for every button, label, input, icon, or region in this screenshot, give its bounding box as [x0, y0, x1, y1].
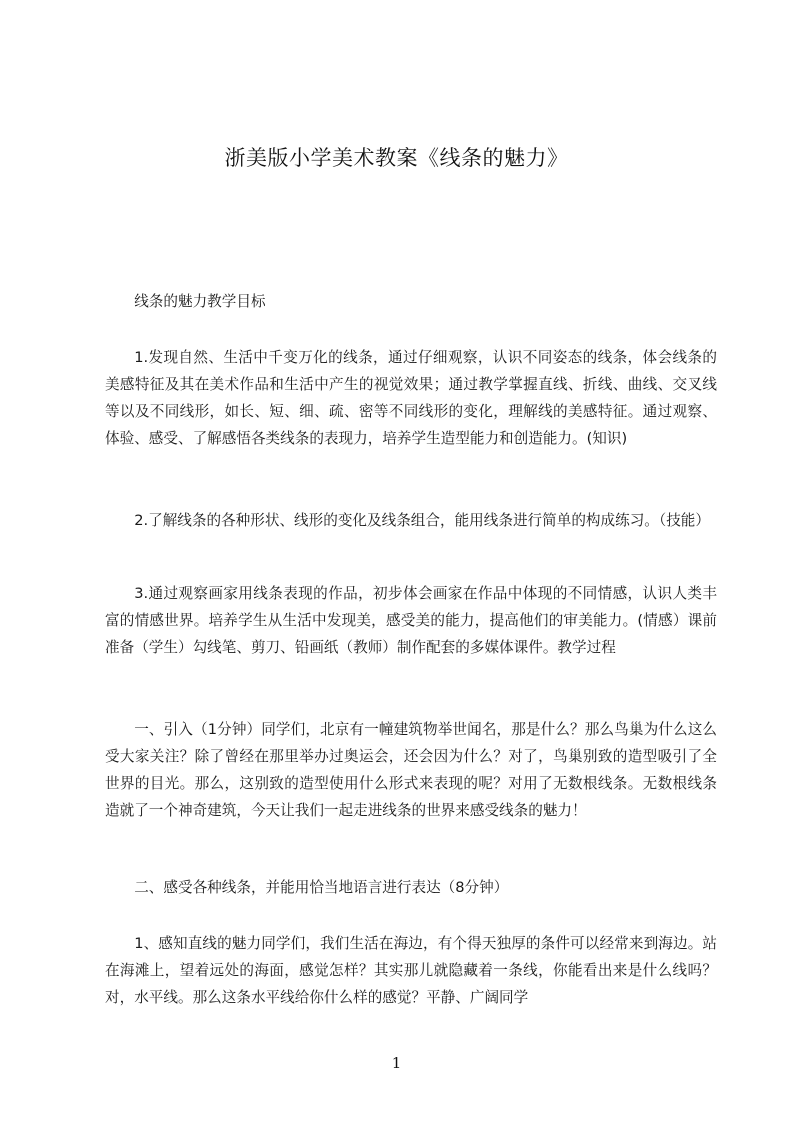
page-number: 1 [391, 1054, 402, 1072]
objectives-heading [105, 288, 717, 315]
objectives-heading-text: 线条的魅力教学目标 [134, 293, 266, 310]
objective-1-text: 1.发现自然、生活中千变万化的线条，通过仔细观察，认识不同姿态的线条，体会线条的美感特征及其在美术作品和生活中产生的视觉效果；通过教学掌握直线、折线、曲线、交叉线等以及不同线形，如长、短、细、疏、密等不同线形的变化，理解线的美感特征。通过观察、体验、感受、了解感悟各类线条的表现力，培养学生造型能力和创造能力。(知识) [105, 349, 717, 447]
intro-paragraph [105, 716, 717, 824]
objective-paragraph-3 [105, 580, 717, 661]
objective-2-text: 2.了解线条的各种形状、线形的变化及线条组合，能用线条进行简单的构成练习。（技能） [134, 512, 710, 529]
section-2-heading [105, 874, 717, 901]
objective-3-text: 3.通过观察画家用线条表现的作品，初步体会画家在作品中体现的不同情感，认识人类丰富的情感世界。培养学生从生活中发现美，感受美的能力，提高他们的审美能力。(情感）课前准备（学生）勾线笔、剪刀、铅画纸（教师）制作配套的多媒体课件。教学过程 [105, 585, 717, 656]
section-2-heading-text: 二、感受各种线条，并能用恰当地语言进行表达（8分钟） [134, 879, 509, 896]
intro-text: 一、引入（1分钟）同学们，北京有一幢建筑物举世闻名，那是什么？那么鸟巢为什么这么受大家关注？除了曾经在那里举办过奥运会，还会因为什么？对了，鸟巢别致的造型吸引了全世界的目光。那么，这别致的造型使用什么形式来表现的呢？对用了无数根线条。无数根线条造就了一个神奇建筑，今天让我们一起走进线条的世界来感受线条的魅力！ [105, 721, 717, 819]
objective-paragraph-1 [105, 344, 717, 452]
objective-paragraph-2 [105, 507, 717, 534]
straight-line-text: 1、感知直线的魅力同学们，我们生活在海边，有个得天独厚的条件可以经常来到海边。站在海滩上，望着远处的海面，感觉怎样？其实那儿就隐藏着一条线，你能看出来是什么线吗？对，水平线。那么这条水平线给你什么样的感觉？平静、广阔同学 [105, 935, 717, 1006]
straight-line-paragraph [105, 930, 717, 1011]
document-title: 浙美版小学美术教案《线条的魅力》 [224, 146, 569, 170]
